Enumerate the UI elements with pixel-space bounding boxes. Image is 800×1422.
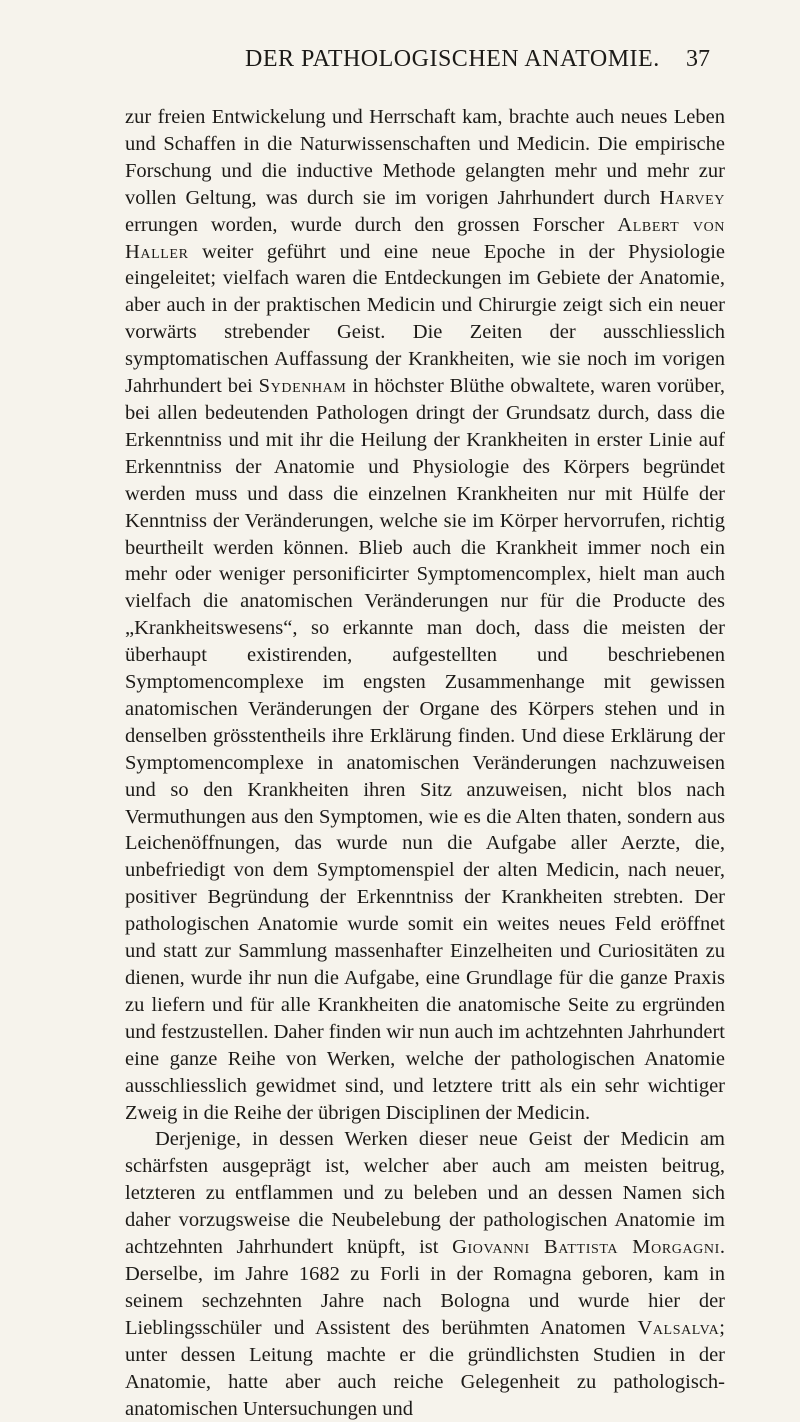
text-run: in höchster Blüthe obwaltete, waren vorüber, bei allen bedeutenden Pathologen dringt der Grundsatz durch, dass die Erkenntniss und mit ihr die Heilung der Krankheiten in erster Linie auf Erkenntniss der Anatomie und Physiologie des Körpers begründet werden muss und dass die einzelnen Krankheiten nur mit Hülfe der Kenntniss der Veränderungen, welche sie im Körper hervorrufen, richtig beurtheilt werden können. Blieb auch die Krankheit immer noch ein mehr oder weniger personificirter Symptomencomplex, hielt man auch vielfach die anatomischen Veränderungen nur für die Producte des „Krankheitswesens“, so erkannte man doch, dass die meisten der überhaupt existirenden, aufgestellten und beschriebenen Symptomencomplexe im engsten Zusammenhange mit gewissen anatomischen Veränderungen der Organe des Körpers stehen und in denselben grösstentheils ihre Erklärung finden. Und diese Erklärung der Symptomencomplexe in anatomischen Veränderungen nachzuweisen und so den Krankheiten ihren Sitz anzuweisen, nicht blos nach Vermuthungen aus den Symptomen, wie es die Alten thaten, sondern aus Leichenöffnungen, das wurde nun die Aufgabe aller Aerzte, die, unbefriedigt von dem Symptomenspiel der alten Medicin, nach neuer, positiver Begründung der Erkenntniss der Krankheiten strebten. Der pathologischen Anatomie wurde somit ein weites neues Feld eröffnet und statt zur Sammlung massenhafter Einzelheiten und Curiositäten zu dienen, wurde ihr nun die Aufgabe, eine Grundlage für die ganze Praxis zu liefern und für alle Krankheiten die anatomische Seite zu ergründen und festzustellen. Daher finden wir nun auch im achtzehnten Jahrhundert eine ganze Reihe von Werken, welche der pathologischen Anatomie ausschliesslich gewidmet sind, und letztere tritt als ein sehr wichtiger Zweig in die Reihe der übrigen Disciplinen der Medicin.	[125, 375, 725, 1124]
person-name-sydenham: Sydenham	[258, 375, 347, 398]
text-run: zur freien Entwickelung und Herrschaft kam, brachte auch neues Leben und Schaffen in die Naturwissenschaften und Medicin. Die empirische Forschung und die inductive Methode gelangten mehr und mehr zur vollen Geltung, was durch sie im vorigen Jahrhundert durch	[125, 106, 725, 209]
body-text	[125, 104, 725, 1422]
running-head: DER PATHOLOGISCHEN ANATOMIE.	[245, 46, 660, 72]
text-run: weiter geführt und eine neue Epoche in der Physiologie eingeleitet; vielfach waren die Entdeckungen im Gebiete der Anatomie, aber auch in der praktischen Medicin und Chirurgie zeigt sich ein neuer vorwärts strebender Geist. Die Zeiten der ausschliesslich symptomatischen Auffassung der Krankheiten, wie sie noch im vorigen Jahrhundert bei	[125, 240, 725, 398]
text-run: ; unter dessen Leitung machte er die gründlichsten Studien in der Anatomie, hatte aber auch reiche Gelegenheit zu pathologisch-anatomischen Untersuchungen und	[125, 1316, 725, 1420]
person-name-valsalva: Valsalva	[637, 1316, 720, 1339]
person-name-haller: Albert von Haller	[125, 213, 725, 263]
paragraph-1	[125, 104, 725, 1126]
page-header	[0, 46, 800, 86]
person-name-harvey: Harvey	[659, 186, 725, 209]
paragraph-2	[125, 1126, 725, 1422]
text-run: Derjenige, in dessen Werken dieser neue Geist der Medicin am schärfsten ausgeprägt ist, welcher aber auch am meisten beitrug, letzteren zu entflammen und zu beleben und an dessen Namen sich daher vorzugsweise die Neubelebung der pathologischen Anatomie im achtzehnten Jahrhundert knüpft, ist	[125, 1128, 725, 1259]
text-run: . Derselbe, im Jahre 1682 zu Forli in der Romagna geboren, kam in seinem sechzehnten Jahre nach Bologna und wurde hier der Lieblingsschüler und Assistent des berühmten Anatomen	[125, 1236, 725, 1339]
person-name-morgagni: Giovanni Battista Morgagni	[452, 1236, 720, 1259]
page-number: 37	[686, 46, 710, 72]
text-run: errungen worden, wurde durch den grossen Forscher	[125, 213, 618, 236]
